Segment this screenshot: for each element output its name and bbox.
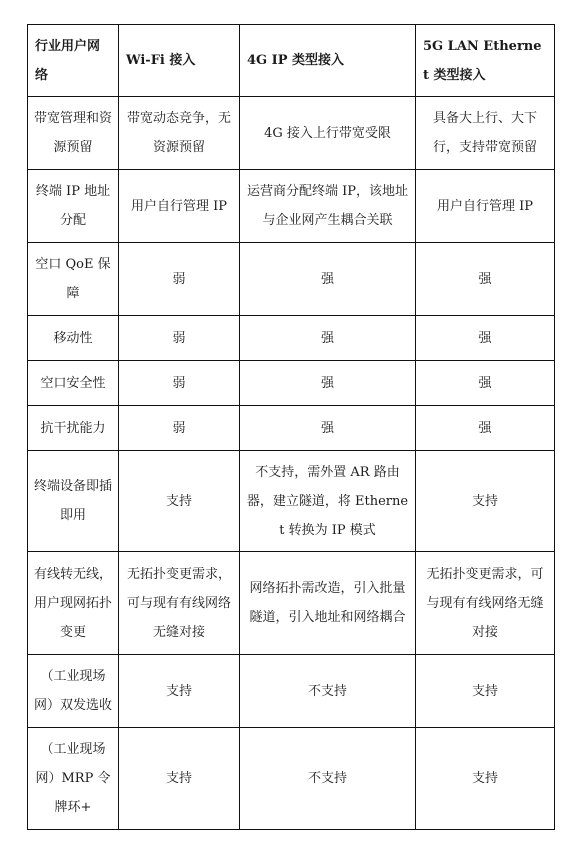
row-label: 带宽管理和资源预留	[28, 97, 119, 170]
row-label: 终端设备即插即用	[28, 451, 119, 552]
table-row	[28, 406, 555, 451]
cell-5g: 具备大上行、大下行，支持带宽预留	[416, 97, 555, 170]
table-row	[28, 170, 555, 243]
row-label: 终端 IP 地址分配	[28, 170, 119, 243]
cell-5g: 支持	[416, 728, 555, 830]
header-cell-4g: 4G IP 类型接入	[240, 25, 416, 97]
table-row	[28, 655, 555, 728]
cell-wifi: 支持	[119, 655, 240, 728]
cell-5g: 强	[416, 316, 555, 361]
cell-4g: 强	[240, 406, 416, 451]
cell-wifi: 弱	[119, 243, 240, 316]
table-row	[28, 361, 555, 406]
table-row	[28, 451, 555, 552]
header-cell-wifi: Wi-Fi 接入	[119, 25, 240, 97]
table-row	[28, 243, 555, 316]
table-row	[28, 552, 555, 655]
cell-4g: 不支持	[240, 728, 416, 830]
cell-4g: 网络拓扑需改造，引入批量隧道，引入地址和网络耦合	[240, 552, 416, 655]
row-label: 抗干扰能力	[28, 406, 119, 451]
header-cell-5g: 5G LAN Ethernet 类型接入	[416, 25, 555, 97]
row-label: （工业现场网）双发选收	[28, 655, 119, 728]
comparison-table	[27, 24, 555, 830]
row-label: 移动性	[28, 316, 119, 361]
cell-wifi: 无拓扑变更需求，可与现有有线网络无缝对接	[119, 552, 240, 655]
cell-wifi: 带宽动态竞争，无资源预留	[119, 97, 240, 170]
header-cell-network: 行业用户网络	[28, 25, 119, 97]
row-label: 空口安全性	[28, 361, 119, 406]
cell-5g: 强	[416, 361, 555, 406]
cell-wifi: 用户自行管理 IP	[119, 170, 240, 243]
cell-4g: 不支持	[240, 655, 416, 728]
cell-5g: 无拓扑变更需求，可与现有有线网络无缝对接	[416, 552, 555, 655]
table-row	[28, 728, 555, 830]
table-row	[28, 316, 555, 361]
cell-5g: 强	[416, 406, 555, 451]
cell-4g: 运营商分配终端 IP，该地址与企业网产生耦合关联	[240, 170, 416, 243]
cell-4g: 强	[240, 243, 416, 316]
table-row	[28, 97, 555, 170]
cell-4g: 不支持，需外置 AR 路由器，建立隧道，将 Ethernet 转换为 IP 模式	[240, 451, 416, 552]
row-label: （工业现场网）MRP 令牌环+	[28, 728, 119, 830]
cell-4g: 强	[240, 316, 416, 361]
row-label: 空口 QoE 保障	[28, 243, 119, 316]
cell-wifi: 弱	[119, 316, 240, 361]
header-row	[28, 25, 555, 97]
cell-4g: 4G 接入上行带宽受限	[240, 97, 416, 170]
cell-wifi: 支持	[119, 451, 240, 552]
cell-5g: 支持	[416, 451, 555, 552]
cell-4g: 强	[240, 361, 416, 406]
cell-wifi: 弱	[119, 361, 240, 406]
cell-5g: 强	[416, 243, 555, 316]
row-label: 有线转无线，用户现网拓扑变更	[28, 552, 119, 655]
cell-wifi: 支持	[119, 728, 240, 830]
cell-5g: 用户自行管理 IP	[416, 170, 555, 243]
cell-5g: 支持	[416, 655, 555, 728]
cell-wifi: 弱	[119, 406, 240, 451]
